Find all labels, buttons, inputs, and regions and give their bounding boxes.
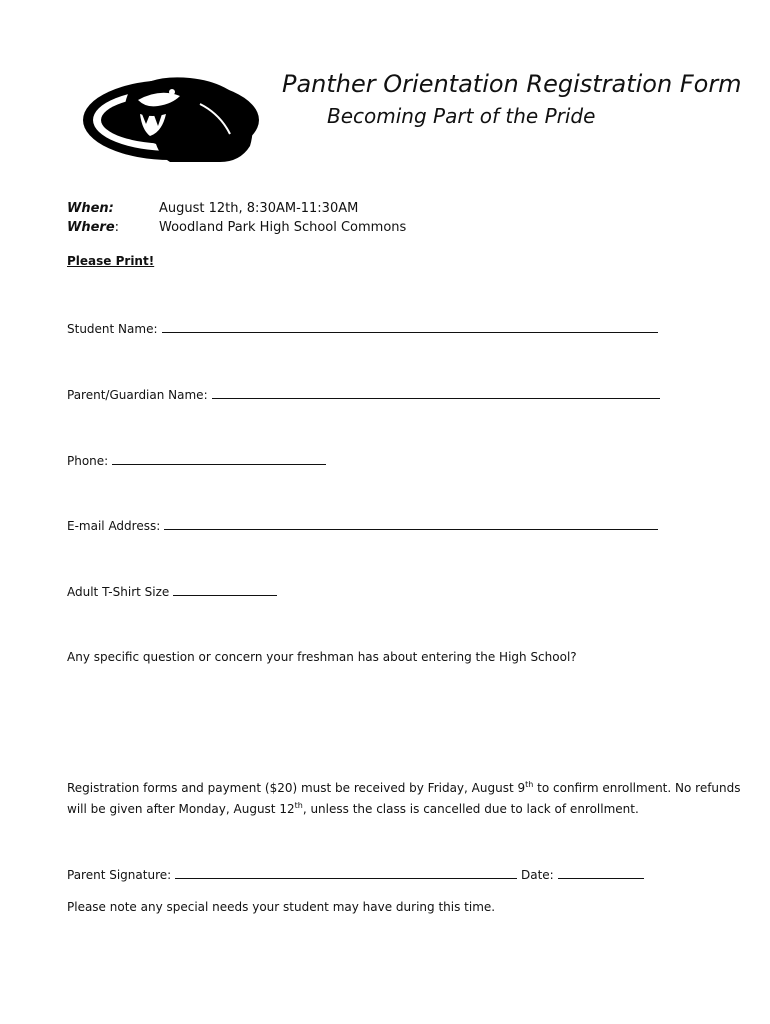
date-label: Date: bbox=[521, 868, 554, 882]
email-label: E-mail Address: bbox=[67, 519, 161, 533]
when-label: When: bbox=[67, 201, 114, 216]
parent-signature-line[interactable] bbox=[175, 866, 517, 879]
notice-line-2-a: will be given after Monday, August 12 bbox=[67, 802, 295, 816]
notice-line-1-sup: th bbox=[525, 780, 534, 789]
tshirt-row bbox=[67, 583, 277, 599]
notice-line-2-sup: th bbox=[294, 801, 303, 810]
email-line[interactable] bbox=[164, 517, 658, 530]
student-name-row bbox=[67, 320, 658, 336]
notice-line-2 bbox=[67, 801, 639, 816]
when-value: August 12th, 8:30AM-11:30AM bbox=[159, 201, 359, 216]
parent-name-label: Parent/Guardian Name: bbox=[67, 388, 208, 402]
tshirt-label: Adult T-Shirt Size bbox=[67, 585, 170, 599]
parent-signature-label: Parent Signature: bbox=[67, 868, 172, 882]
phone-line[interactable] bbox=[112, 452, 326, 465]
please-print-note: Please Print! bbox=[67, 254, 155, 268]
notice-line-1 bbox=[67, 780, 741, 795]
phone-row bbox=[67, 452, 326, 468]
form-title: Panther Orientation Registration Form bbox=[282, 70, 742, 98]
student-name-line[interactable] bbox=[162, 320, 658, 333]
where-label-wrap bbox=[67, 220, 119, 235]
signature-row bbox=[67, 866, 644, 882]
where-colon: : bbox=[114, 220, 120, 235]
date-line[interactable] bbox=[558, 866, 644, 879]
where-value: Woodland Park High School Commons bbox=[159, 220, 407, 235]
question-text: Any specific question or concern your freshman has about entering the High School? bbox=[67, 650, 577, 664]
email-row bbox=[67, 517, 658, 533]
parent-name-line[interactable] bbox=[212, 386, 660, 399]
notice-line-1-a: Registration forms and payment ($20) must be received by Friday, August 9 bbox=[67, 781, 526, 795]
where-label: Where bbox=[67, 220, 115, 235]
parent-name-row bbox=[67, 386, 660, 402]
form-subtitle: Becoming Part of the Pride bbox=[327, 104, 596, 128]
phone-label: Phone: bbox=[67, 454, 109, 468]
panther-logo-icon bbox=[80, 74, 262, 164]
student-name-label: Student Name: bbox=[67, 322, 158, 336]
tshirt-line[interactable] bbox=[173, 583, 277, 596]
notice-line-2-b: , unless the class is cancelled due to lack of enrollment. bbox=[302, 802, 639, 816]
notice-line-1-b: to confirm enrollment. No refunds bbox=[533, 781, 741, 795]
special-needs-note: Please note any special needs your student may have during this time. bbox=[67, 900, 496, 914]
